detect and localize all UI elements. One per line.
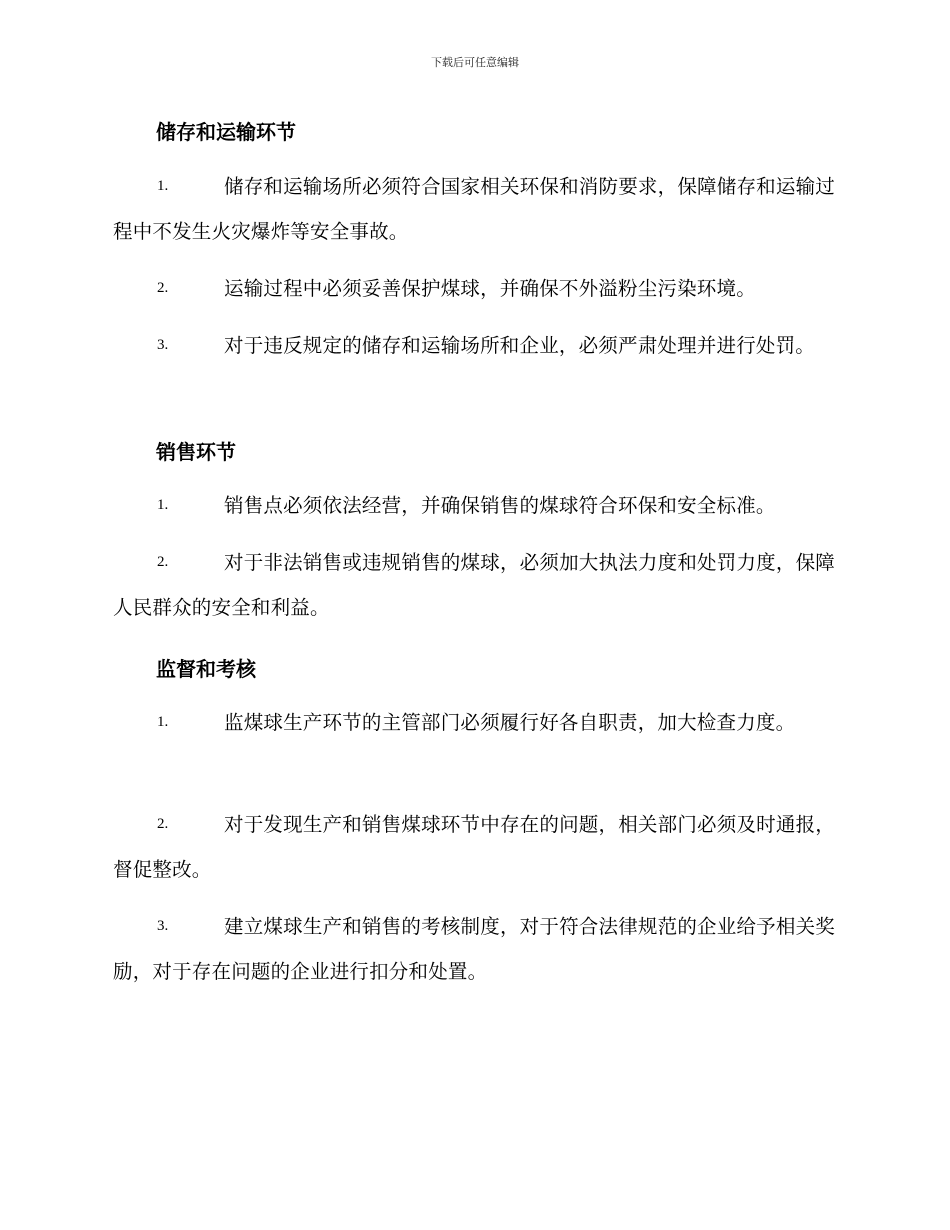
list-item (113, 266, 835, 311)
list-item-number: 3. (157, 337, 169, 353)
list-item-text: 监煤球生产环节的主管部门必须履行好各自职责，加大检查力度。 (224, 711, 796, 734)
list-item (113, 164, 835, 254)
list-item-text: 对于非法销售或违规销售的煤球，必须加大执法力度和处罚力度，保障人民群众的安全和利益。 (113, 551, 835, 619)
list-item-text: 销售点必须依法经营，并确保销售的煤球符合环保和安全标准。 (224, 494, 776, 517)
section-heading-supervision: 监督和考核 (156, 657, 256, 681)
list-item-number: 3. (157, 918, 169, 934)
list-item-number: 1. (157, 714, 169, 730)
list-item-number: 1. (157, 178, 169, 194)
list-item-text: 建立煤球生产和销售的考核制度，对于符合法律规范的企业给予相关奖励，对于存在问题的企业进行扣分和处置。 (113, 915, 835, 983)
list-item-text: 对于发现生产和销售煤球环节中存在的问题，相关部门必须及时通报，督促整改。 (113, 813, 835, 881)
list-item-text: 储存和运输场所必须符合国家相关环保和消防要求，保障储存和运输过程中不发生火灾爆炸等安全事故。 (113, 175, 835, 243)
list-item-number: 2. (157, 816, 169, 832)
section-heading-sales: 销售环节 (156, 440, 236, 464)
list-item (113, 802, 835, 892)
list-item (113, 483, 835, 528)
list-item-number: 2. (157, 554, 169, 570)
page-header-note: 下载后可任意编辑 (431, 56, 519, 69)
list-item (113, 904, 835, 994)
list-item-text: 运输过程中必须妥善保护煤球，并确保不外溢粉尘污染环境。 (224, 277, 756, 300)
list-item (113, 540, 835, 630)
section-heading-storage-transport: 储存和运输环节 (156, 120, 296, 144)
list-item (113, 323, 835, 368)
list-item-text: 对于违反规定的储存和运输场所和企业，必须严肃处理并进行处罚。 (224, 334, 816, 357)
list-item-number: 2. (157, 280, 169, 296)
list-item-number: 1. (157, 497, 169, 513)
list-item (113, 700, 835, 745)
